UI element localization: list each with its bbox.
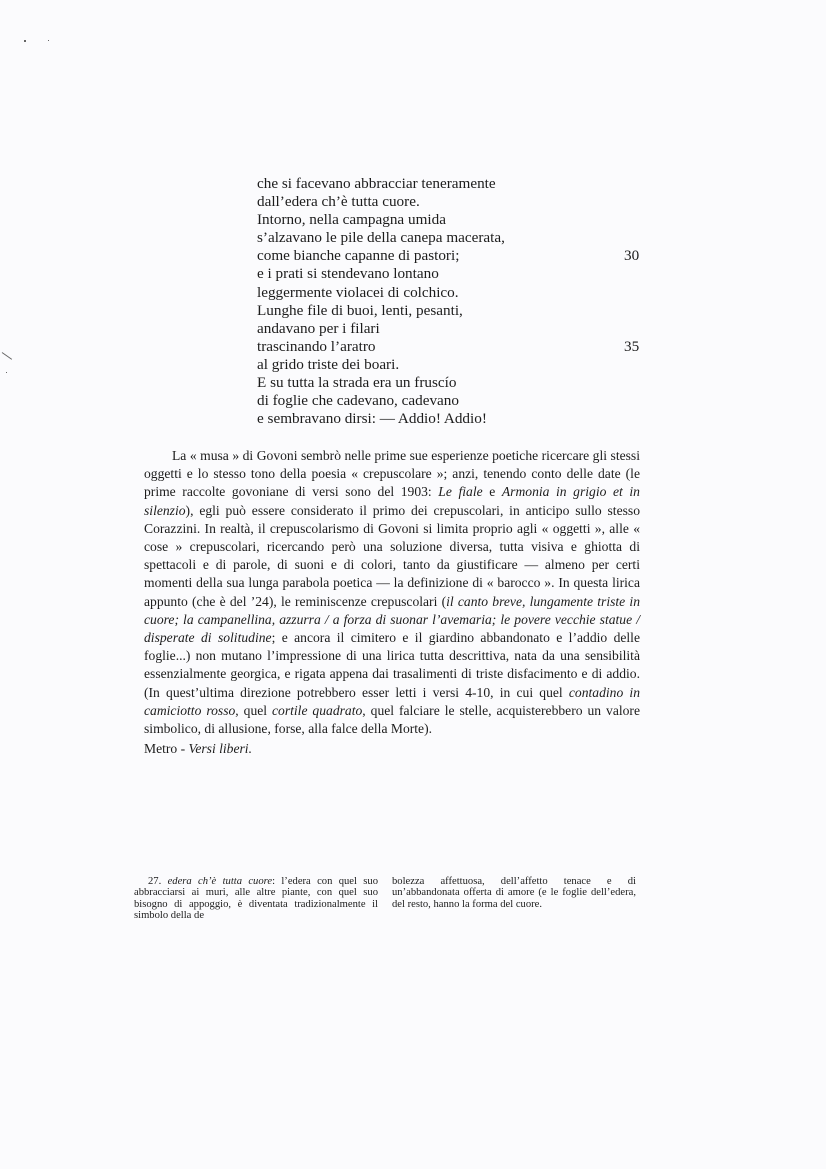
poem-line: s’alzavano le pile della canepa macerata, (257, 229, 505, 247)
poem-line: E su tutta la strada era un fruscío (257, 374, 457, 392)
poem-line: che si facevano abbracciar teneramente (257, 175, 496, 192)
poem-line: Intorno, nella campagna umida (257, 211, 446, 229)
footnote-number: 27. (148, 876, 168, 887)
work-title: Le fiale (438, 484, 483, 500)
poem-line: al grido triste dei boari. (257, 355, 400, 373)
poem-line: Lunghe file di buoi, lenti, pesanti, (257, 301, 463, 319)
poem-line: andavano per i filari (257, 319, 380, 337)
footnote (134, 876, 636, 922)
scan-mark (2, 352, 12, 360)
footnote-column-left: 27. edera ch’è tutta cuore: l’edera con quel suo abbracciarsi ai muri, alle altre piante, con quel suo bisogno di appoggio, è diventata tradizionalmente il simbolo della de (134, 876, 378, 922)
line-number: 35 (624, 337, 640, 355)
work-title: Armonia in grigio et in silenzio (144, 484, 640, 518)
quoted-phrase: cortile quadrato (272, 702, 363, 718)
poem-line: leggermente violacei di colchico. (257, 283, 459, 301)
commentary-paragraph: La « musa » di Govoni sembrò nelle prime sue esperienze poetiche ricercare gli stessi oggetti e lo stesso tono della poesia « crepuscolare »; anzi, tenendo conto delle date (le prime raccolte govoniane di versi sono del 1903: Le fiale e Armonia in grigio et in silenzio), egli può essere considerato il primo dei crepuscolari, in anticipo sullo stesso Corazzini. In realtà, il crepuscolarismo di Govoni si limita proprio agli « oggetti », alle « cose » crepuscolari, ricercando però una soluzione diversa, tutta visiva e ghiotta di spettacoli e di parole, di suoni e di colori, tanto da giustificare — almeno per certi momenti della sua lunga parabola poetica — la definizione di « barocco ». In questa lirica appunto (che è del ’24), le reminiscenze crepuscolari (il canto breve, lungamente triste in cuore; la campanellina, azzurra / a forza di suonar l’avemaria; le povere vecchie statue / disperate di solitudine; e ancora il cimitero e il giardino abbandonato e l’addio delle foglie...) non mutano l’impressione di una lirica tutta descrittiva, nata da una sensibilità essenzialmente georgica, e rigata appena dai trasalimenti di triste disfacimento e di addio. (In quest’ultima direzione potrebbero esser letti i versi 4-10, in cui quel contadino in camiciotto rosso, quel cortile quadrato, quel falciare le stelle, acquisterebbero un valore simbolico, di allusione, forse, alla falce della Morte). (144, 448, 640, 737)
footnote-column-right: bolezza affettuosa, dell’affetto tenace e di un’abbandonata offerta di amore (e le foglie dell’edera, del resto, hanno la forma del cuore. (392, 876, 636, 910)
line-number: 30 (624, 247, 640, 265)
scan-speck (48, 40, 49, 41)
scan-speck (24, 40, 26, 42)
poem-line: e sembravano dirsi: — Addio! Addio! (257, 410, 487, 428)
metre-value: Versi liberi. (188, 741, 252, 756)
poem-line: dall’edera ch’è tutta cuore. (257, 193, 420, 211)
poem-line: trascinando l’aratro 35 (257, 337, 640, 355)
poem-line: e i prati si stendevano lontano (257, 265, 439, 283)
quoted-verses: il canto breve, lungamente triste in cuore; la campanellina, azzurra / a forza di suonar l’avemaria; le povere vecchie statue / disperate di solitudine (144, 593, 640, 646)
scan-speck (6, 372, 7, 373)
footnote-lemma: edera ch’è tutta cuore (167, 876, 273, 887)
poem-line: come bianche capanne di pastori; 30 (257, 247, 640, 265)
poem-excerpt (257, 175, 647, 428)
metre-note: Metro - Versi liberi. (144, 741, 252, 756)
poem-line: di foglie che cadevano, cadevano (257, 392, 459, 410)
quoted-phrase: contadino in camiciotto rosso (144, 684, 640, 718)
